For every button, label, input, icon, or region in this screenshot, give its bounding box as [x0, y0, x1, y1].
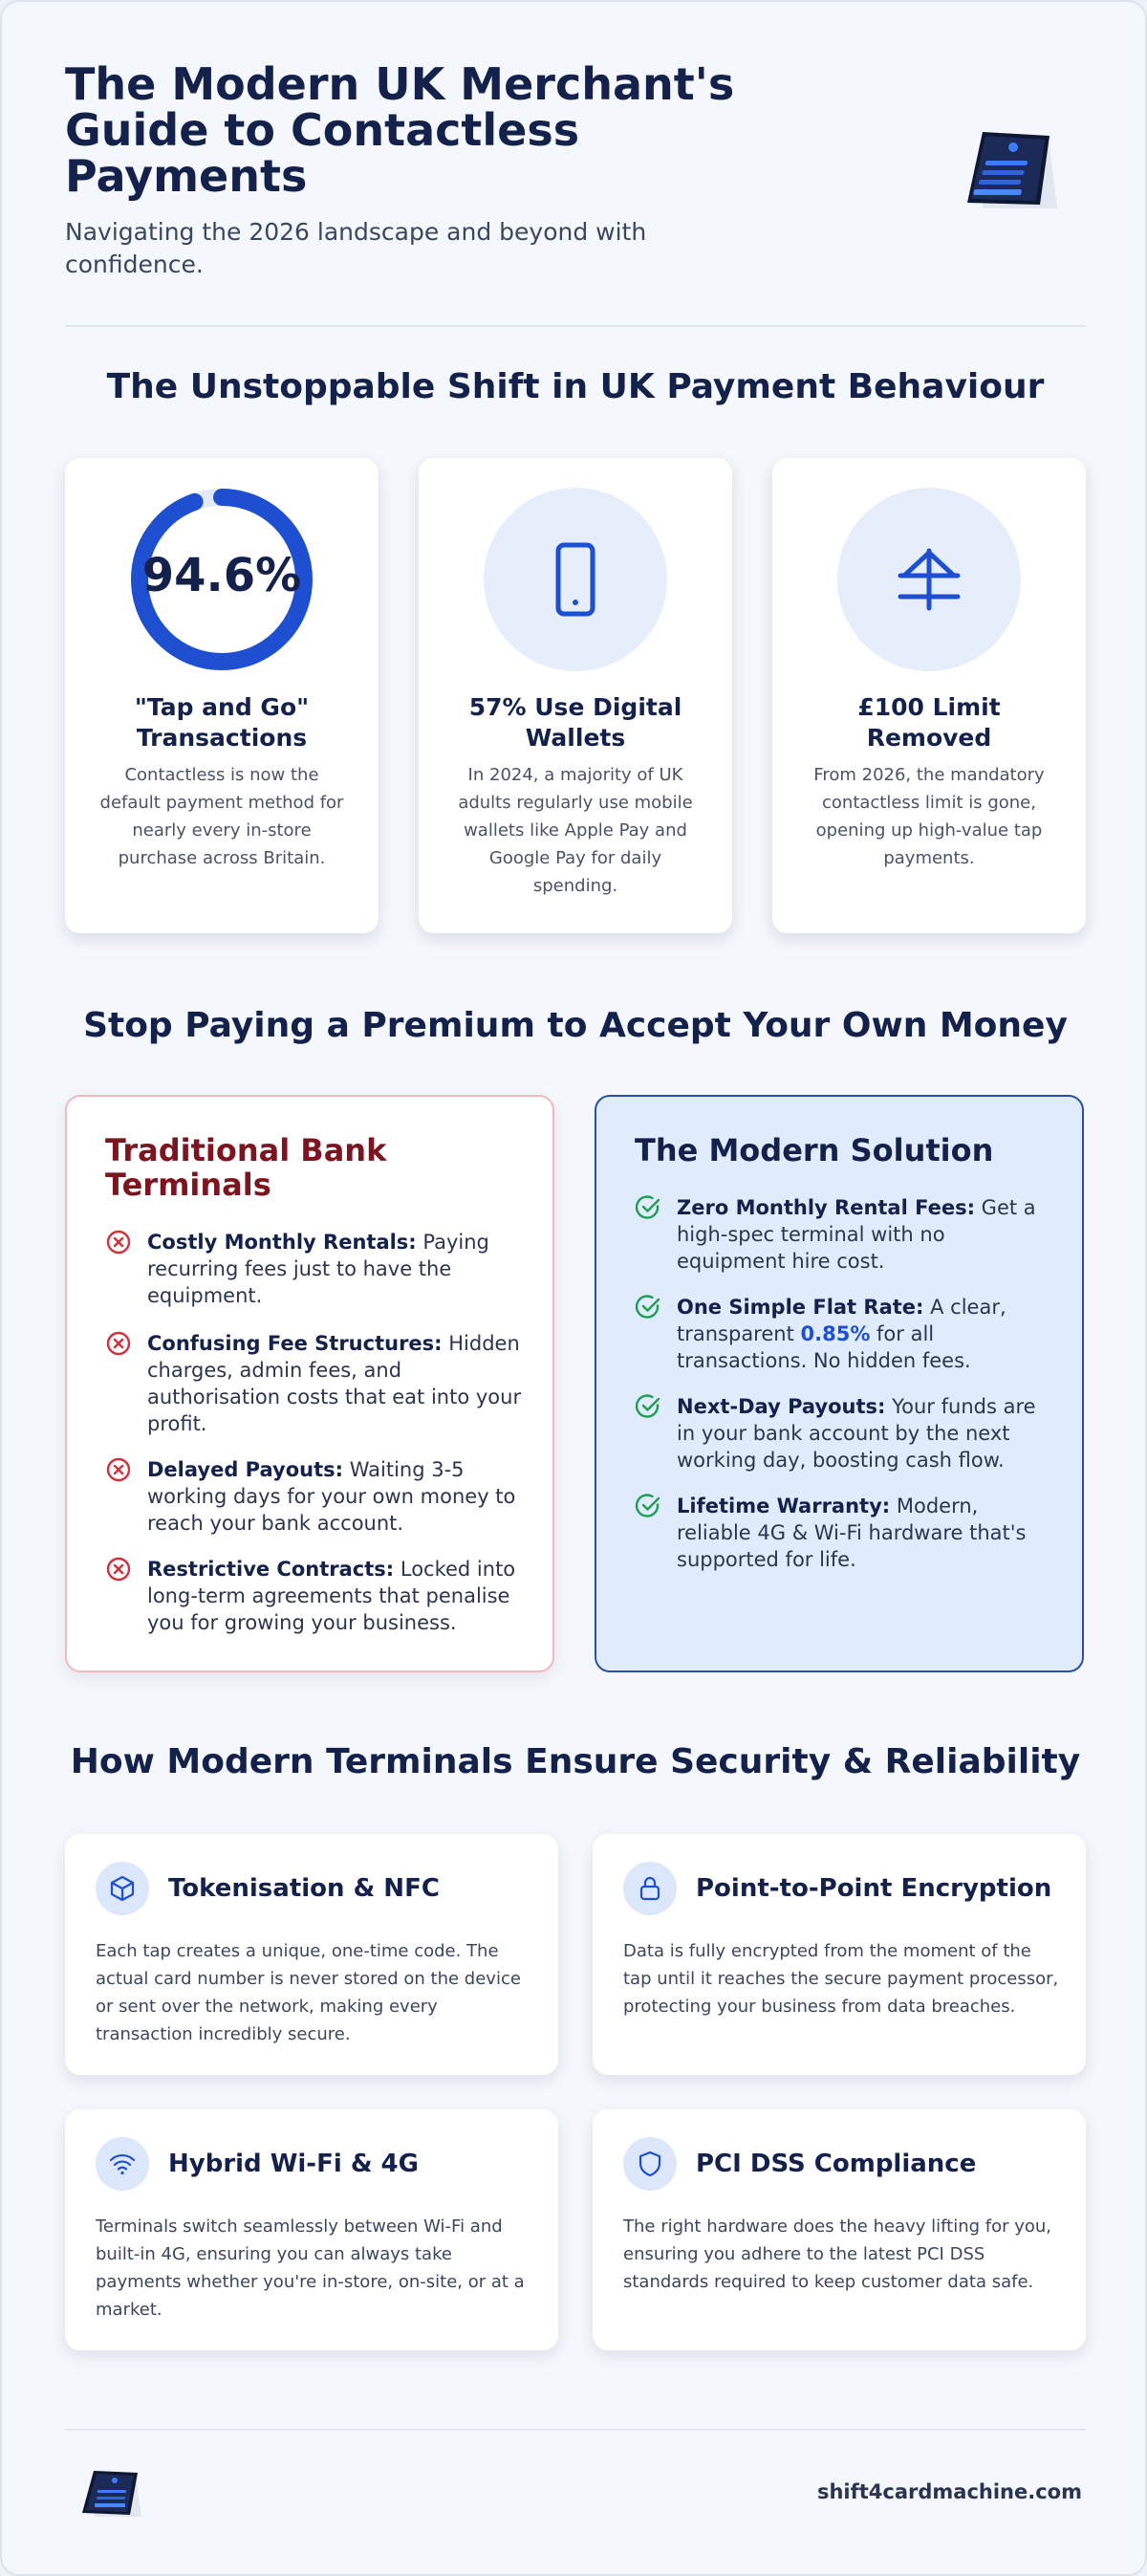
x-circle-icon — [105, 1456, 132, 1483]
security-card-title: PCI DSS Compliance — [696, 2150, 977, 2178]
check-circle-icon — [635, 1393, 661, 1420]
security-section-title: How Modern Terminals Ensure Security & Reliability — [70, 1742, 1081, 1781]
shift-section-title: The Unstoppable Shift in UK Payment Behaviour — [106, 367, 1045, 406]
modern-solution-card — [595, 1095, 1084, 1672]
security-card-connectivity — [65, 2109, 558, 2350]
security-card-tokenisation — [65, 1834, 558, 2075]
icon-badge — [623, 2137, 677, 2191]
header-divider — [65, 325, 1086, 327]
security-card-pci — [593, 2109, 1086, 2350]
compare-section-title: Stop Paying a Premium to Accept Your Own Money — [83, 1006, 1068, 1045]
security-card-text: Terminals switch seamlessly between Wi-Fi and built-in 4G, ensuring you can always take payments whether you're in-store, on-site, or at a market. — [96, 2216, 525, 2320]
security-card-text: Data is fully encrypted from the moment of the tap until it reaches the secure payment processor, protecting your business from data breaches. — [623, 1941, 1059, 2017]
stat-card-digital-wallets — [419, 458, 732, 933]
footer-terminal-logo — [76, 2469, 143, 2519]
x-circle-icon — [105, 1556, 132, 1583]
stat-card-limit-removed — [772, 458, 1086, 933]
traditional-terminals-card — [65, 1095, 554, 1672]
item-text: Confusing Fee Structures: Hidden charges, admin fees, and authorisation costs that eat into your profit. — [147, 1332, 522, 1435]
footer-domain-link[interactable]: shift4cardmachine.com — [816, 2480, 1082, 2503]
item-heading: Restrictive Contracts: — [147, 1558, 395, 1581]
item-text: Next-Day Payouts: Your funds are in your bank account by the next working day, boosting cash flow. — [677, 1395, 1036, 1472]
item-heading: Lifetime Warranty: — [677, 1495, 891, 1517]
item-text: Costly Monthly Rentals: Paying recurring fees just to have the equipment. — [147, 1231, 489, 1307]
item-heading: One Simple Flat Rate: — [677, 1296, 924, 1319]
stat-description: Contactless is now the default payment method for nearly every in-store purchase across Britain. — [99, 765, 344, 868]
traditional-title: Traditional Bank Terminals — [105, 1132, 387, 1203]
footer-divider — [65, 2429, 1086, 2431]
security-card-title: Hybrid Wi-Fi & 4G — [168, 2150, 419, 2178]
contactless-percentage: 94.6% — [141, 549, 302, 602]
icon-badge — [96, 2137, 149, 2191]
wifi-icon — [109, 2150, 136, 2177]
flat-rate-value: 0.85% — [800, 1322, 871, 1345]
stat-title: "Tap and Go" Transactions — [134, 693, 310, 752]
icon-badge — [96, 1862, 149, 1915]
cube-icon — [109, 1875, 136, 1902]
stat-description: From 2026, the mandatory contactless limit is gone, opening up high-value tap payments. — [813, 765, 1045, 868]
item-text: Lifetime Warranty: Modern, reliable 4G & Wi-Fi hardware that's supported for life. — [677, 1495, 1027, 1571]
scales-icon — [891, 541, 967, 618]
item-heading: Costly Monthly Rentals: — [147, 1231, 417, 1254]
shield-icon — [637, 2150, 663, 2177]
item-heading: Confusing Fee Structures: — [147, 1332, 443, 1355]
item-text: One Simple Flat Rate: A clear, transparent 0.85% for all transactions. No hidden fees. — [677, 1296, 1006, 1372]
security-card-encryption — [593, 1834, 1086, 2075]
stat-description: In 2024, a majority of UK adults regularly use mobile wallets like Apple Pay and Google Pay for daily spending. — [458, 765, 693, 896]
icon-badge — [623, 1862, 677, 1915]
card-terminal-illustration — [954, 128, 1059, 214]
security-card-text: Each tap creates a unique, one-time code. The actual card number is never stored on the device or sent over the network, making every transaction incredibly secure. — [96, 1941, 521, 2044]
item-heading: Delayed Payouts: — [147, 1458, 344, 1481]
check-circle-icon — [635, 1493, 661, 1519]
page-header — [65, 58, 1086, 325]
x-circle-icon — [105, 1229, 132, 1255]
check-circle-icon — [635, 1194, 661, 1221]
security-card-text: The right hardware does the heavy lifting for you, ensuring you adhere to the latest PCI DSS standards required to keep customer data safe. — [623, 2216, 1052, 2292]
item-heading: Zero Monthly Rental Fees: — [677, 1196, 975, 1219]
stat-card-contactless — [65, 458, 379, 933]
check-circle-icon — [635, 1294, 661, 1321]
smartphone-icon — [537, 541, 614, 618]
security-card-title: Point-to-Point Encryption — [696, 1874, 1052, 1903]
lock-icon — [637, 1875, 663, 1902]
security-card-title: Tokenisation & NFC — [168, 1874, 440, 1903]
page-subtitle: Navigating the 2026 landscape and beyond with confidence. — [65, 218, 647, 278]
item-text: Zero Monthly Rental Fees: Get a high-spec terminal with no equipment hire cost. — [677, 1196, 1036, 1273]
modern-title: The Modern Solution — [635, 1132, 994, 1168]
item-heading: Next-Day Payouts: — [677, 1395, 886, 1418]
item-text: Restrictive Contracts: Locked into long-term agreements that penalise you for growing your business. — [147, 1558, 516, 1634]
x-circle-icon — [105, 1330, 132, 1357]
item-text: Delayed Payouts: Waiting 3-5 working days for your own money to reach your bank account. — [147, 1458, 516, 1535]
stat-title: £100 Limit Removed — [857, 693, 1001, 752]
page-title: The Modern UK Merchant's Guide to Contactless Payments — [65, 58, 735, 202]
stat-title: 57% Use Digital Wallets — [468, 693, 682, 752]
